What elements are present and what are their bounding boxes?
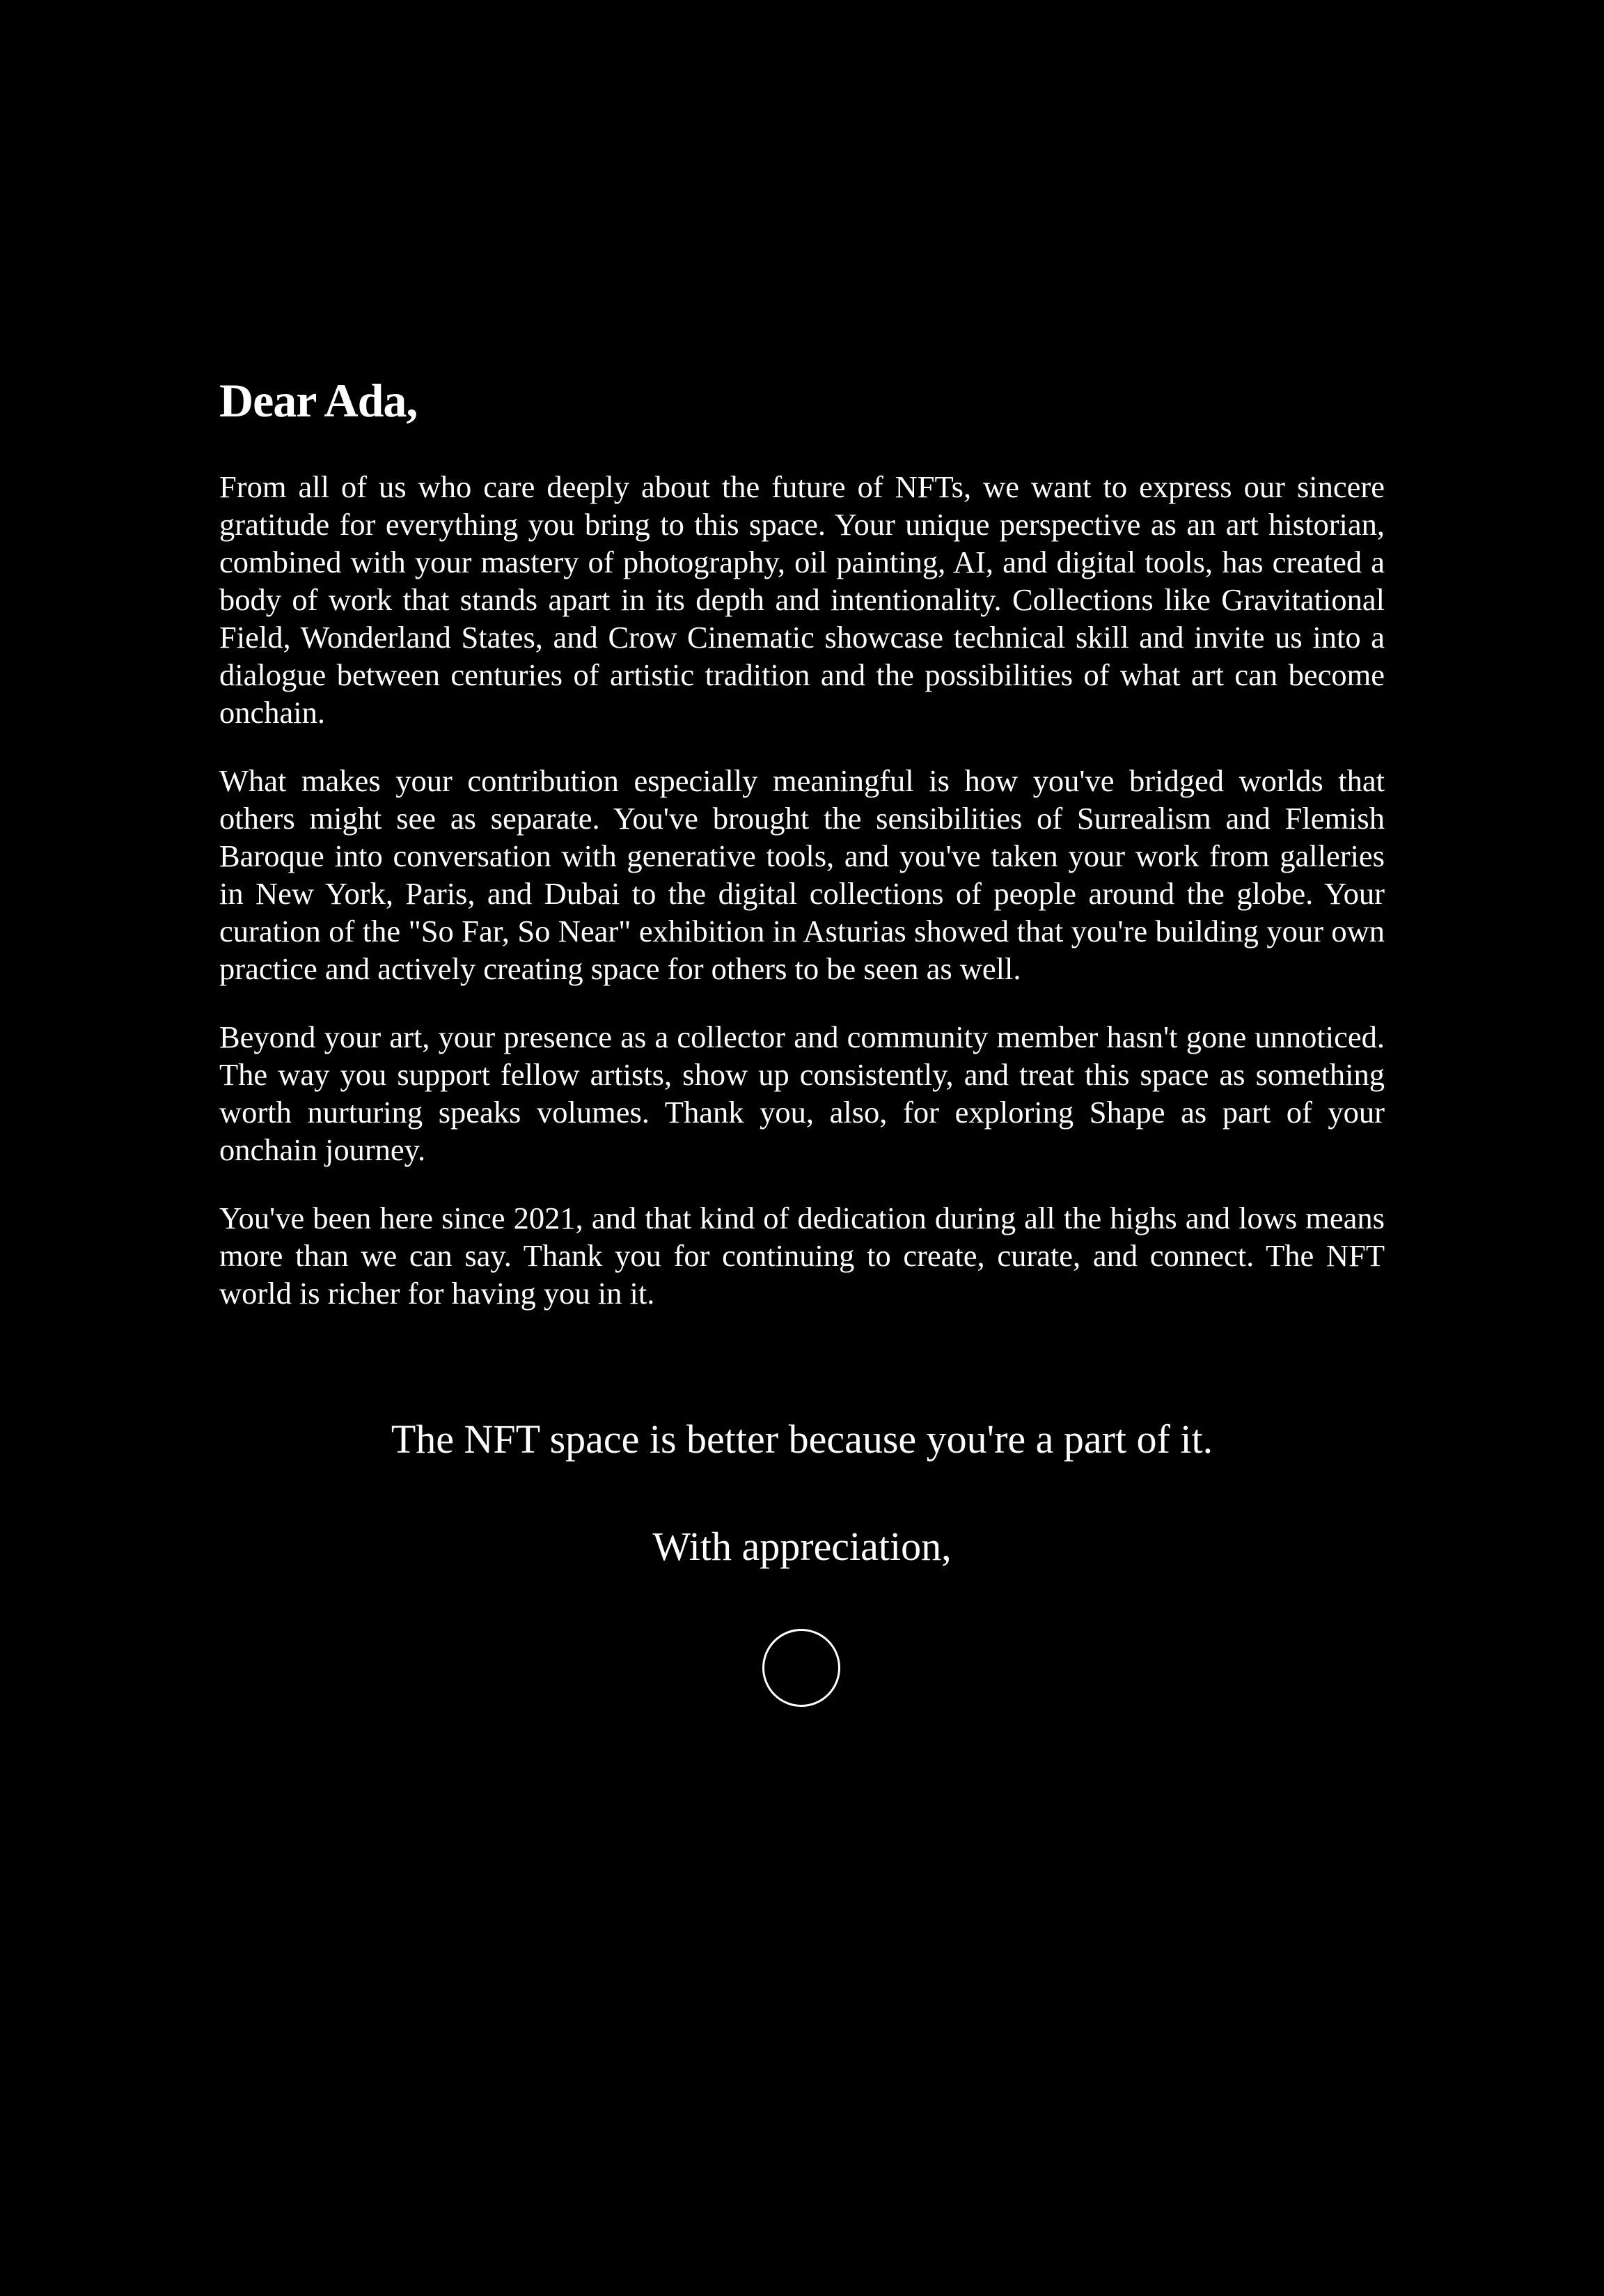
signoff: With appreciation, xyxy=(652,1524,952,1569)
letter-paragraph-4: You've been here since 2021, and that kind of dedication during all the highs and lows means more than we can say. Thank you for continuing to create, curate, and connect. The NFT world is richer for having you in it. xyxy=(219,1201,1385,1311)
tagline: The NFT space is better because you're a part of it. xyxy=(391,1416,1213,1462)
letter-paragraph-2: What makes your contribution especially meaningful is how you've bridged worlds that others might see as separate. You've brought the sensibilities of Surrealism and Flemish Baroque into conversation with generative tools, and you've taken your work from galleries in New York, Paris, and Dubai to the digital collections of people around the globe. Your curation of the "So Far, So Near" exhibition in Asturias showed that you're building your own practice and actively creating space for others to be seen as well. xyxy=(219,763,1385,986)
letter-body xyxy=(219,369,1385,1343)
circle-outline-icon xyxy=(762,1629,840,1707)
letter-paragraph-1: From all of us who care deeply about the future of NFTs, we want to express our sincere gratitude for everything you bring to this space. Your unique perspective as an art historian, combined with your mastery of photography, oil painting, AI, and digital tools, has created a body of work that stands apart in its depth and intentionality. Collections like Gravitational Field, Wonderland States, and Crow Cinematic showcase technical skill and invite us into a dialogue between centuries of artistic tradition and the possibilities of what art can become onchain. xyxy=(219,469,1385,730)
letter-paragraph-3: Beyond your art, your presence as a collector and community member hasn't gone unnoticed. The way you support fellow artists, show up consistently, and treat this space as something worth nurturing speaks volumes. Thank you, also, for exploring Shape as part of your onchain journey. xyxy=(219,1020,1385,1167)
greeting: Dear Ada, xyxy=(219,374,418,427)
